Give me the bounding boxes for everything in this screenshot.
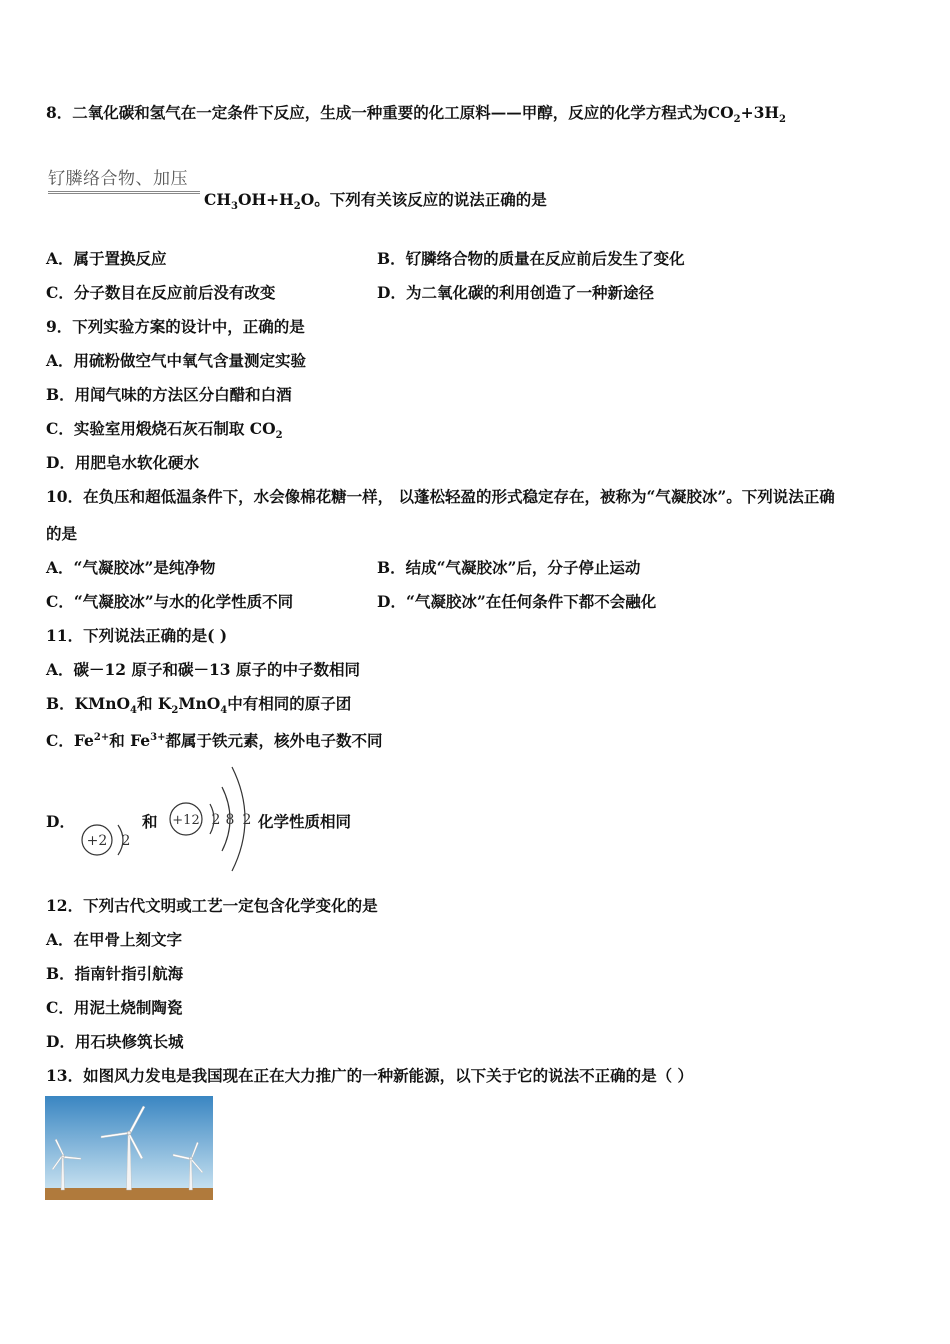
q12-option-a: A．在甲骨上刻文字 [46, 930, 183, 949]
q11-option-b: B．KMnO$_4$和 $K_2MnO_4$中有相同的原子团 [46, 694, 352, 717]
q10-stem-line1: 10．在负压和超低温条件下，水会像棉花糖一样， 以蓬松轻盈的形式稳定存在，被称为“气凝胶冰”。下列说法正确 [46, 487, 835, 506]
q10-option-a: A．“气凝胶冰”是纯净物 [46, 558, 216, 577]
q13-stem: 13．如图风力发电是我国现在正在大力推广的一种新能源，以下关于它的说法不正确的是（ ） [46, 1066, 693, 1085]
shell-1-electron-count: 2 [211, 812, 221, 828]
q11-option-d-text: 化学性质相同 [258, 812, 352, 831]
q11-option-d-and: 和 [142, 812, 158, 831]
q8-option-d: D．为二氧化碳的利用创造了一种新途径 [377, 283, 654, 302]
q11-option-a: A．碳－12 原子和碳－13 原子的中子数相同 [46, 660, 360, 679]
q9-option-c: C．实验室用煅烧石灰石制取 $CO_2$ [46, 419, 283, 442]
q8-option-a: A．属于置换反应 [46, 249, 167, 268]
q12-option-b: B．指南针指引航海 [46, 964, 184, 983]
q8-eq-right: $CH_3OH+H_2O$。下列有关该反应的说法正确的是 [204, 190, 547, 213]
q9-option-b: B．用闻气味的方法区分白醋和白酒 [46, 385, 292, 404]
q11-stem: 11．下列说法正确的是( ) [46, 626, 228, 645]
q12-option-c: C．用泥土烧制陶瓷 [46, 998, 183, 1017]
q9-option-d: D．用肥皂水软化硬水 [46, 453, 199, 472]
reaction-condition: 钌膦络合物、加压 [48, 164, 200, 194]
nucleus-charge: +12 [172, 813, 200, 828]
q8-stem-text: 8．二氧化碳和氢气在一定条件下反应，生成一种重要的化工原料——甲醇，反应的化学方程式为 [46, 103, 708, 122]
q11-option-c: C．$Fe^{2+}$和 $Fe^{3+}$都属于铁元素，核外电子数不同 [46, 731, 383, 751]
atom-structure-helium [76, 818, 136, 862]
q8-option-c: C．分子数目在反应前后没有改变 [46, 283, 276, 302]
shell-electron-count: 2 [121, 833, 131, 849]
nucleus-charge: +2 [86, 833, 108, 849]
q8-option-b: B．钌膦络合物的质量在反应前后发生了变化 [377, 249, 685, 268]
q12-option-d: D．用石块修筑长城 [46, 1032, 184, 1051]
q9-option-a: A．用硫粉做空气中氧气含量测定实验 [46, 351, 307, 370]
q10-option-c: C．“气凝胶冰”与水的化学性质不同 [46, 592, 294, 611]
q11-option-d-label: D． [46, 812, 75, 831]
q8-eq-left: $CO_2+3H_2$ [707, 103, 786, 126]
q10-option-b: B．结成“气凝胶冰”后，分子停止运动 [377, 558, 641, 577]
wind-turbines-image [45, 1096, 213, 1200]
q9-stem: 9．下列实验方案的设计中，正确的是 [46, 317, 305, 336]
atom-structure-magnesium [166, 762, 256, 872]
q12-stem: 12．下列古代文明或工艺一定包含化学变化的是 [46, 896, 378, 915]
q10-stem-line2: 的是 [46, 524, 78, 543]
shell-3-electron-count: 2 [242, 812, 252, 828]
q10-option-d: D．“气凝胶冰”在任何条件下都不会融化 [377, 592, 657, 611]
q8-stem [46, 103, 786, 130]
shell-2-electron-count: 8 [225, 812, 235, 828]
